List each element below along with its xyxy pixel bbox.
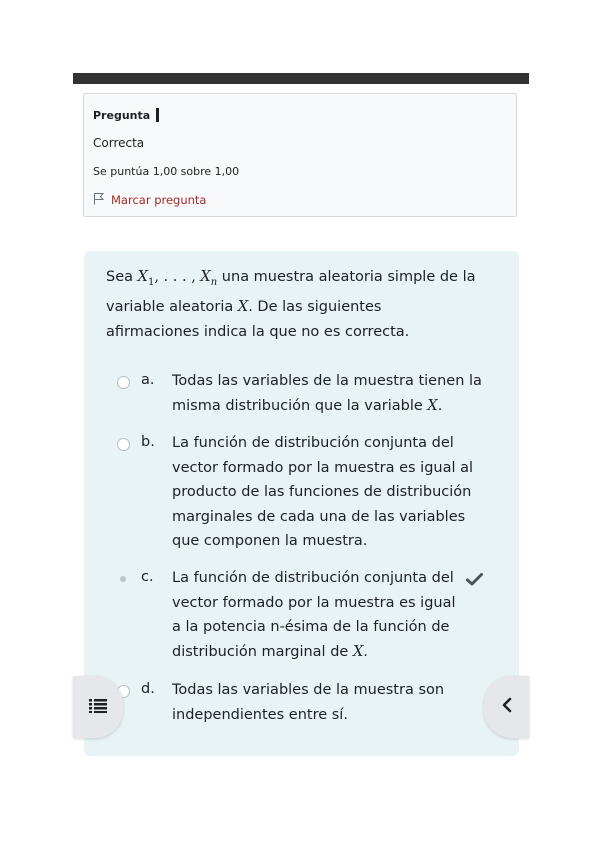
answer-text: Todas las variables de la muestra tienen la misma distribución que la variable X. xyxy=(172,373,482,414)
top-bar xyxy=(73,73,529,84)
question-content xyxy=(84,251,519,756)
question-state: Correcta xyxy=(93,136,145,150)
answer-radio-b[interactable] xyxy=(117,438,130,451)
list-icon xyxy=(89,698,107,717)
open-drawer-button[interactable] xyxy=(73,676,123,738)
question-label: Pregunta xyxy=(93,108,151,122)
flag-question-label: Marcar pregunta xyxy=(111,193,207,207)
question-number-mark xyxy=(156,108,159,122)
flag-icon xyxy=(93,192,111,208)
chevron-left-icon xyxy=(502,697,512,717)
question-grade: Se puntúa 1,00 sobre 1,00 xyxy=(93,165,240,178)
answer-letter: d. xyxy=(141,681,155,697)
answer-radio-c[interactable] xyxy=(120,576,126,582)
question-text: Sea $X_1$, . . . , $X_n$ una muestra aleatoria simple de la variable aleatoria X. De las siguientes afirmaciones indica la que no es correcta. xyxy=(106,269,476,340)
answer-text: Todas las variables de la muestra son independientes entre sí. xyxy=(172,682,445,723)
answer-letter: b. xyxy=(141,434,155,450)
flag-question-link[interactable] xyxy=(93,192,206,208)
check-icon xyxy=(466,571,483,590)
answer-text: La función de distribución conjunta del vector formado por la muestra es igual al producto de las funciones de distribución marginales de cada una de las variables que componen la muestra. xyxy=(172,435,474,549)
question-number xyxy=(93,108,159,122)
answer-letter: c. xyxy=(141,569,154,585)
answer-radio-a[interactable] xyxy=(117,376,130,389)
answer-letter: a. xyxy=(141,372,155,388)
answer-text: La función de distribución conjunta del vector formado por la muestra es igual a la potencia n-ésima de la función de distribución marginal de X. xyxy=(172,570,456,660)
collapse-button[interactable] xyxy=(484,676,529,738)
question-info-panel xyxy=(83,93,517,217)
